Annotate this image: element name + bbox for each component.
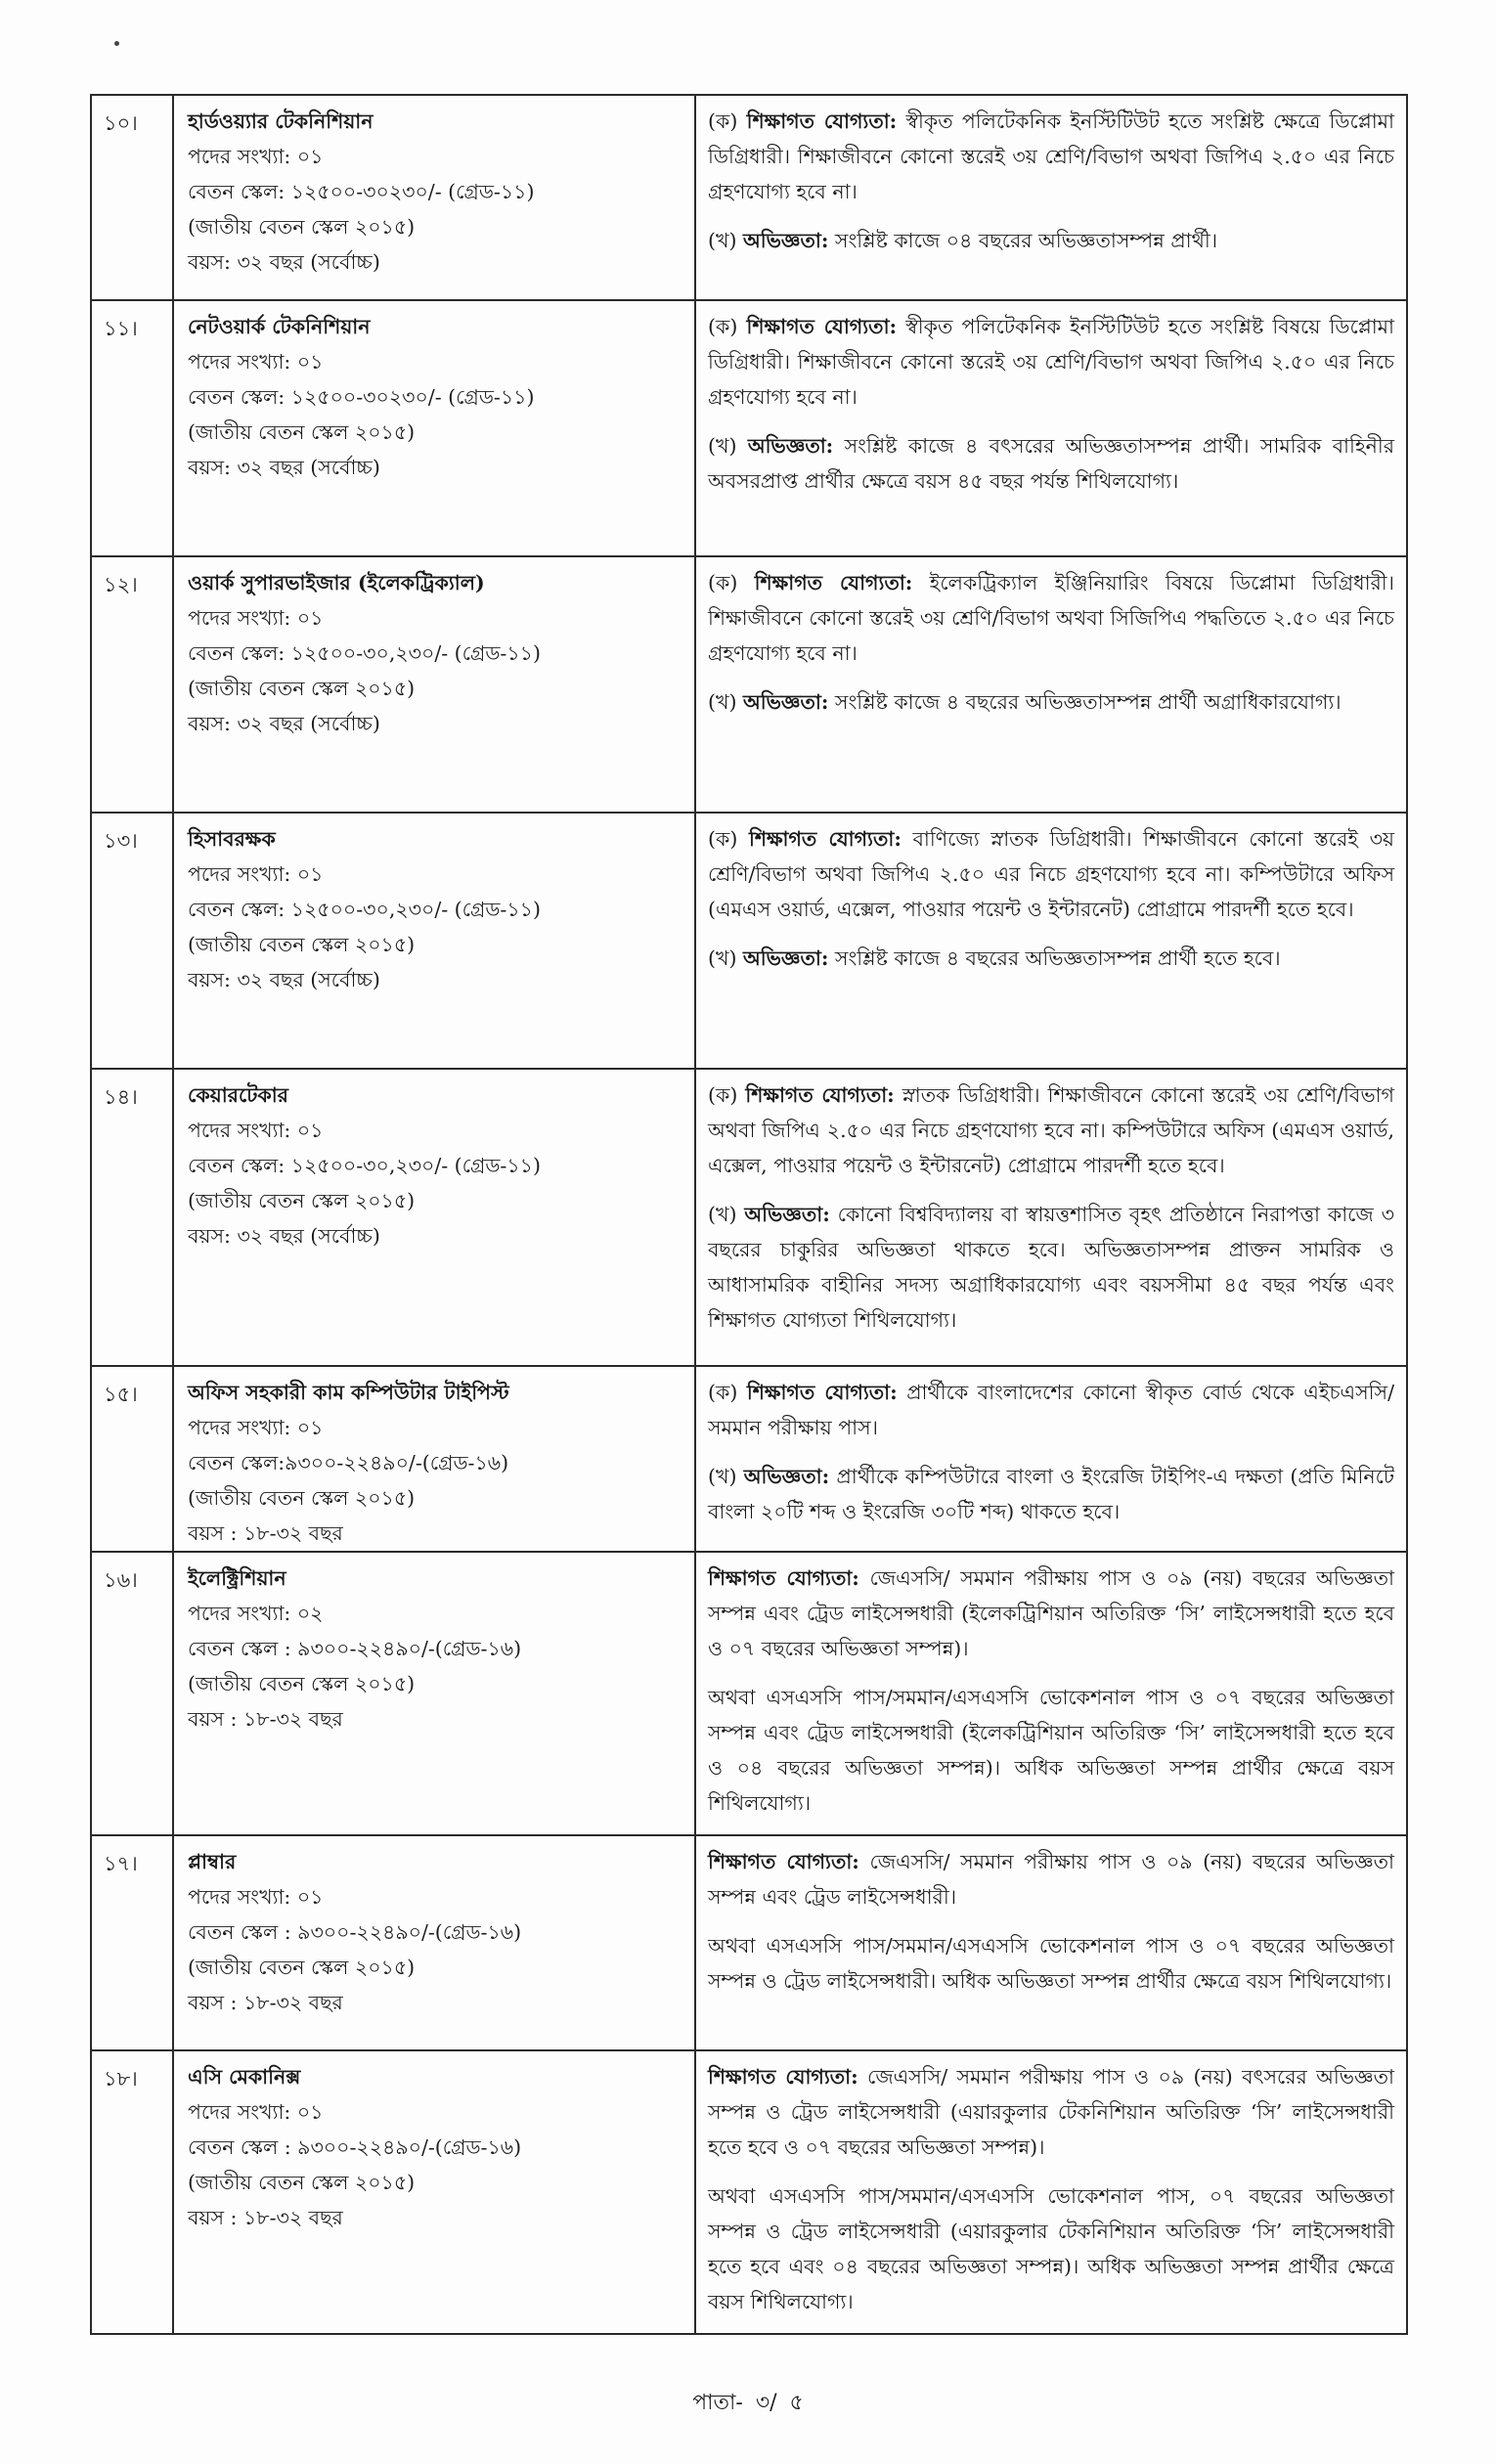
- post-title: নেটওয়ার্ক টেকনিশিয়ান: [188, 315, 371, 338]
- post-count: পদের সংখ্যা: ০১: [188, 606, 324, 630]
- serial-number: ১৭।: [91, 1835, 173, 2050]
- post-title: ইলেক্ট্রিশিয়ান: [188, 1566, 286, 1590]
- para-text: জেএসসি/ সমমান পরীক্ষায় পাস ও ০৯ (নয়) বছরের অভিজ্ঞতা সম্পন্ন এবং ট্রেড লাইসেন্সধারী।: [708, 1850, 1394, 1909]
- job-requirements-table: [90, 94, 1408, 2335]
- requirement-paragraph: [708, 428, 1394, 499]
- post-count: পদের সংখ্যা: ০১: [188, 862, 324, 886]
- para-text: সংশ্লিষ্ট কাজে ৪ বৎসরের অভিজ্ঞতাসম্পন্ন প্রার্থী। সামরিক বাহিনীর অবসরপ্রাপ্ত প্রার্থীর ক্ষেত্রে বয়স ৪৫ বছর পর্যন্ত শিথিলযোগ্য।: [708, 434, 1394, 493]
- para-text: স্বীকৃত পলিটেকনিক ইনস্টিটিউট হতে সংশ্লিষ্ট বিষয়ে ডিপ্লোমা ডিগ্রিধারী। শিক্ষাজীবনে কোনো স্তরেই ৩য় শ্রেণি/বিভাগ অথবা জিপিএ ২.৫০ এর নিচে গ্রহণযোগ্য হবে না।: [708, 315, 1394, 409]
- para-label: শিক্ষাগত যোগ্যতা:: [746, 110, 898, 133]
- post-cell: [173, 813, 695, 1069]
- pay-scale-note: (জাতীয় বেতন স্কেল ২০১৫): [188, 420, 416, 444]
- pay-scale-note: (জাতীয় বেতন স্কেল ২০১৫): [188, 933, 416, 956]
- age-limit: বয়স : ১৮-৩২ বছর: [188, 2206, 343, 2229]
- requirement-paragraph: [708, 1375, 1394, 1445]
- requirements-cell: [695, 1069, 1407, 1366]
- post-title: ওয়ার্ক সুপারভাইজার (ইলেকট্রিক্যাল): [188, 571, 485, 594]
- serial-number: ১৫।: [91, 1366, 173, 1552]
- post-count: পদের সংখ্যা: ০১: [188, 350, 324, 374]
- requirement-paragraph: [708, 1561, 1394, 1666]
- requirements-cell: [695, 1552, 1407, 1835]
- para-text: জেএসসি/ সমমান পরীক্ষায় পাস ও ০৯ (নয়) বছরের অভিজ্ঞতা সম্পন্ন এবং ট্রেড লাইসেন্সধারী (ইলেকট্রিশিয়ান অতিরিক্ত ‘সি’ লাইসেন্সধারী হতে হবে ও ০৭ বছরের অভিজ্ঞতা সম্পন্ন)।: [708, 1566, 1394, 1660]
- requirements-cell: [695, 813, 1407, 1069]
- pay-scale: বেতন স্কেল: ১২৫০০-৩০,২৩০/- (গ্রেড-১১): [188, 898, 541, 921]
- para-label: শিক্ষাগত যোগ্যতা:: [746, 315, 898, 338]
- para-text: জেএসসি/ সমমান পরীক্ষায় পাস ও ০৯ (নয়) বৎসরের অভিজ্ঞতা সম্পন্ন ও ট্রেড লাইসেন্সধারী (এয়ারকুলার টেকনিশিয়ান অতিরিক্ত ‘সি’ লাইসেন্সধারী হতে হবে ও ০৭ বছরের অভিজ্ঞতা সম্পন্ন)।: [708, 2065, 1394, 2159]
- para-prefix: (খ): [708, 1203, 745, 1226]
- requirement-paragraph: [708, 1078, 1394, 1183]
- post-cell: [173, 1366, 695, 1552]
- para-label: শিক্ষাগত যোগ্যতা:: [745, 1083, 895, 1107]
- para-prefix: (ক): [708, 571, 755, 594]
- table-row: [91, 2050, 1407, 2334]
- para-label: অভিজ্ঞতা:: [742, 229, 829, 252]
- table-row: [91, 95, 1407, 300]
- post-cell: [173, 2050, 695, 2334]
- serial-number: ১২।: [91, 556, 173, 813]
- age-limit: বয়স: ৩২ বছর (সর্বোচ্চ): [188, 1224, 380, 1248]
- para-text: প্রার্থীকে বাংলাদেশের কোনো স্বীকৃত বোর্ড থেকে এইচএসসি/সমমান পরীক্ষায় পাস।: [708, 1381, 1394, 1439]
- pay-scale: বেতন স্কেল: ১২৫০০-৩০,২৩০/- (গ্রেড-১১): [188, 641, 541, 665]
- requirement-paragraph: [708, 1680, 1394, 1821]
- para-prefix: (খ): [708, 690, 743, 714]
- requirement-paragraph: [708, 941, 1394, 976]
- requirement-paragraph: [708, 565, 1394, 671]
- pay-scale-note: (জাতীয় বেতন স্কেল ২০১৫): [188, 677, 416, 700]
- requirement-paragraph: [708, 1459, 1394, 1529]
- para-label: শিক্ষাগত যোগ্যতা:: [708, 1566, 859, 1590]
- age-limit: বয়স: ৩২ বছর (সর্বোচ্চ): [188, 712, 380, 735]
- post-title: অফিস সহকারী কাম কম্পিউটার টাইপিস্ট: [188, 1381, 509, 1404]
- para-text: অথবা এসএসসি পাস/সমমান/এসএসসি ভোকেশনাল পাস, ০৭ বছরের অভিজ্ঞতা সম্পন্ন ও ট্রেড লাইসেন্সধারী (এয়ারকুলার টেকনিশিয়ান অতিরিক্ত ‘সি’ লাইসেন্সধারী হতে হবে এবং ০৪ বছরের অভিজ্ঞতা সম্পন্ন)। অধিক অভিজ্ঞতা সম্পন্ন প্রার্থীর ক্ষেত্রে বয়স শিথিলযোগ্য।: [708, 2184, 1394, 2313]
- requirements-cell: [695, 300, 1407, 556]
- para-text: বাণিজ্যে স্নাতক ডিগ্রিধারী। শিক্ষাজীবনে কোনো স্তরেই ৩য় শ্রেণি/বিভাগ অথবা জিপিএ ২.৫০ এর নিচে গ্রহণযোগ্য হবে না। কম্পিউটারে অফিস (এমএস ওয়ার্ড, এক্সেল, পাওয়ার পয়েন্ট ও ইন্টারনেট) প্রোগ্রামে পারদর্শী হতে হবে।: [708, 827, 1394, 921]
- pay-scale-note: (জাতীয় বেতন স্কেল ২০১৫): [188, 2171, 416, 2194]
- requirement-paragraph: [708, 2059, 1394, 2165]
- requirements-cell: [695, 2050, 1407, 2334]
- post-count: পদের সংখ্যা: ০১: [188, 1416, 324, 1439]
- post-cell: [173, 1552, 695, 1835]
- scan-mark: [114, 41, 119, 46]
- para-prefix: (ক): [708, 827, 749, 851]
- para-prefix: (ক): [708, 1083, 746, 1107]
- requirement-paragraph: [708, 1197, 1394, 1338]
- para-text: প্রার্থীকে কম্পিউটারে বাংলা ও ইংরেজি টাইপিং-এ দক্ষতা (প্রতি মিনিটে বাংলা ২০টি শব্দ ও ইংরেজি ৩০টি শব্দ) থাকতে হবে।: [708, 1465, 1394, 1523]
- age-limit: বয়স: ৩২ বছর (সর্বোচ্চ): [188, 250, 380, 274]
- para-prefix: (ক): [708, 1381, 747, 1404]
- age-limit: বয়স: ৩২ বছর (সর্বোচ্চ): [188, 456, 380, 479]
- table-row: [91, 1366, 1407, 1552]
- post-count: পদের সংখ্যা: ০১: [188, 1119, 324, 1142]
- post-count: পদের সংখ্যা: ০২: [188, 1602, 324, 1625]
- page-number: পাতা- ৩/ ৫: [692, 2391, 804, 2415]
- pay-scale-note: (জাতীয় বেতন স্কেল ২০১৫): [188, 1486, 416, 1510]
- para-text: অথবা এসএসসি পাস/সমমান/এসএসসি ভোকেশনাল পাস ও ০৭ বছরের অভিজ্ঞতা সম্পন্ন ও ট্রেড লাইসেন্সধারী। অধিক অভিজ্ঞতা সম্পন্ন প্রার্থীর ক্ষেত্রে বয়স শিথিলযোগ্য।: [708, 1934, 1394, 1993]
- para-label: অভিজ্ঞতা:: [743, 1465, 830, 1488]
- requirement-paragraph: [708, 104, 1394, 209]
- table-row: [91, 1552, 1407, 1835]
- para-prefix: (ক): [708, 315, 747, 338]
- requirement-paragraph: [708, 684, 1394, 720]
- para-prefix: (খ): [708, 1465, 744, 1488]
- pay-scale-note: (জাতীয় বেতন স্কেল ২০১৫): [188, 1672, 416, 1695]
- requirements-cell: [695, 1366, 1407, 1552]
- post-title: হার্ডওয়্যার টেকনিশিয়ান: [188, 110, 374, 133]
- table-row: [91, 813, 1407, 1069]
- para-prefix: (খ): [708, 434, 748, 458]
- pay-scale: বেতন স্কেল: ১২৫০০-৩০২৩০/- (গ্রেড-১১): [188, 385, 535, 409]
- pay-scale: বেতন স্কেল: ১২৫০০-৩০,২৩০/- (গ্রেড-১১): [188, 1154, 541, 1177]
- post-title: এসি মেকানিক্স: [188, 2065, 301, 2089]
- pay-scale: বেতন স্কেল: ১২৫০০-৩০২৩০/- (গ্রেড-১১): [188, 180, 535, 203]
- para-label: শিক্ষাগত যোগ্যতা:: [746, 1381, 898, 1404]
- para-text: ইলেকট্রিক্যাল ইঞ্জিনিয়ারিং বিষয়ে ডিপ্লোমা ডিগ্রিধারী। শিক্ষাজীবনে কোনো স্তরেই ৩য় শ্রেণি/বিভাগ অথবা সিজিপিএ পদ্ধতিতে ২.৫০ এর নিচে গ্রহণযোগ্য হবে না।: [708, 571, 1394, 665]
- requirement-paragraph: [708, 2178, 1394, 2319]
- age-limit: বয়স : ১৮-৩২ বছর: [188, 1991, 343, 2014]
- requirement-paragraph: [708, 821, 1394, 927]
- serial-number: ১৮।: [91, 2050, 173, 2334]
- para-label: শিক্ষাগত যোগ্যতা:: [754, 571, 913, 594]
- requirements-cell: [695, 556, 1407, 813]
- para-text: সংশ্লিষ্ট কাজে ০৪ বছরের অভিজ্ঞতাসম্পন্ন প্রার্থী।: [828, 229, 1218, 252]
- pay-scale: বেতন স্কেল:৯৩০০-২২৪৯০/-(গ্রেড-১৬): [188, 1451, 509, 1474]
- pay-scale: বেতন স্কেল : ৯৩০০-২২৪৯০/-(গ্রেড-১৬): [188, 1920, 522, 1944]
- post-cell: [173, 1069, 695, 1366]
- para-label: অভিজ্ঞতা:: [742, 690, 829, 714]
- post-cell: [173, 556, 695, 813]
- para-label: অভিজ্ঞতা:: [742, 946, 829, 970]
- age-limit: বয়স : ১৮-৩২ বছর: [188, 1707, 343, 1731]
- post-title: হিসাবরক্ষক: [188, 827, 276, 851]
- post-title: প্লাম্বার: [188, 1850, 237, 1873]
- post-count: পদের সংখ্যা: ০১: [188, 2100, 324, 2124]
- table-row: [91, 1069, 1407, 1366]
- para-text: কোনো বিশ্ববিদ্যালয় বা স্বায়ত্তশাসিত বৃহৎ প্রতিষ্ঠানে নিরাপত্তা কাজে ৩ বছরের চাকুরির অভিজ্ঞতা থাকতে হবে। অভিজ্ঞতাসম্পন্ন প্রাক্তন সামরিক ও আধাসামরিক বাহীনির সদস্য অগ্রাধিকারযোগ্য এবং বয়সসীমা ৪৫ বছর পর্যন্ত এবং শিক্ষাগত যোগ্যতা শিথিলযোগ্য।: [708, 1203, 1394, 1332]
- age-limit: বয়স : ১৮-৩২ বছর: [188, 1521, 343, 1545]
- table-row: [91, 556, 1407, 813]
- post-count: পদের সংখ্যা: ০১: [188, 1885, 324, 1909]
- para-label: শিক্ষাগত যোগ্যতা:: [708, 2065, 858, 2089]
- post-title: কেয়ারটেকার: [188, 1083, 288, 1107]
- pay-scale: বেতন স্কেল : ৯৩০০-২২৪৯০/-(গ্রেড-১৬): [188, 1637, 522, 1660]
- table-row: [91, 300, 1407, 556]
- para-prefix: (খ): [708, 229, 743, 252]
- post-cell: [173, 300, 695, 556]
- requirements-cell: [695, 95, 1407, 300]
- para-label: শিক্ষাগত যোগ্যতা:: [748, 827, 902, 851]
- para-label: শিক্ষাগত যোগ্যতা:: [708, 1850, 859, 1873]
- serial-number: ১৪।: [91, 1069, 173, 1366]
- requirement-paragraph: [708, 309, 1394, 415]
- age-limit: বয়স: ৩২ বছর (সর্বোচ্চ): [188, 968, 380, 991]
- pay-scale-note: (জাতীয় বেতন স্কেল ২০১৫): [188, 215, 416, 239]
- serial-number: ১৩।: [91, 813, 173, 1069]
- para-label: অভিজ্ঞতা:: [744, 1203, 830, 1226]
- para-text: সংশ্লিষ্ট কাজে ৪ বছরের অভিজ্ঞতাসম্পন্ন প্রার্থী অগ্রাধিকারযোগ্য।: [828, 690, 1342, 714]
- para-text: সংশ্লিষ্ট কাজে ৪ বছরের অভিজ্ঞতাসম্পন্ন প্রার্থী হতে হবে।: [828, 946, 1281, 970]
- requirement-paragraph: [708, 1844, 1394, 1914]
- post-cell: [173, 95, 695, 300]
- serial-number: ১০।: [91, 95, 173, 300]
- para-text: অথবা এসএসসি পাস/সমমান/এসএসসি ভোকেশনাল পাস ও ০৭ বছরের অভিজ্ঞতা সম্পন্ন এবং ট্রেড লাইসেন্সধারী (ইলেকট্রিশিয়ান অতিরিক্ত ‘সি’ লাইসেন্সধারী হতে হবে ও ০৪ বছরের অভিজ্ঞতা সম্পন্ন)। অধিক অভিজ্ঞতা সম্পন্ন প্রার্থীর ক্ষেত্রে বয়স শিথিলযোগ্য।: [708, 1686, 1394, 1815]
- requirement-paragraph: [708, 1928, 1394, 1999]
- pay-scale-note: (জাতীয় বেতন স্কেল ২০১৫): [188, 1956, 416, 1979]
- serial-number: ১১।: [91, 300, 173, 556]
- post-count: পদের সংখ্যা: ০১: [188, 145, 324, 168]
- para-text: স্বীকৃত পলিটেকনিক ইনস্টিটিউট হতে সংশ্লিষ্ট ক্ষেত্রে ডিপ্লোমা ডিগ্রিধারী। শিক্ষাজীবনে কোনো স্তরেই ৩য় শ্রেণি/বিভাগ অথবা জিপিএ ২.৫০ এর নিচে গ্রহণযোগ্য হবে না।: [708, 110, 1394, 203]
- pay-scale: বেতন স্কেল : ৯৩০০-২২৪৯০/-(গ্রেড-১৬): [188, 2135, 522, 2159]
- requirements-cell: [695, 1835, 1407, 2050]
- para-label: অভিজ্ঞতা:: [747, 434, 834, 458]
- post-cell: [173, 1835, 695, 2050]
- table-row: [91, 1835, 1407, 2050]
- para-prefix: (খ): [708, 946, 743, 970]
- pay-scale-note: (জাতীয় বেতন স্কেল ২০১৫): [188, 1189, 416, 1212]
- para-prefix: (ক): [708, 110, 747, 133]
- para-text: স্নাতক ডিগ্রিধারী। শিক্ষাজীবনে কোনো স্তরেই ৩য় শ্রেণি/বিভাগ অথবা জিপিএ ২.৫০ এর নিচে গ্রহণযোগ্য হবে না। কম্পিউটারে অফিস (এমএস ওয়ার্ড, এক্সেল, পাওয়ার পয়েন্ট ও ইন্টারনেট) প্রোগ্রামে পারদর্শী হতে হবে।: [708, 1083, 1394, 1177]
- requirement-paragraph: [708, 223, 1394, 258]
- serial-number: ১৬।: [91, 1552, 173, 1835]
